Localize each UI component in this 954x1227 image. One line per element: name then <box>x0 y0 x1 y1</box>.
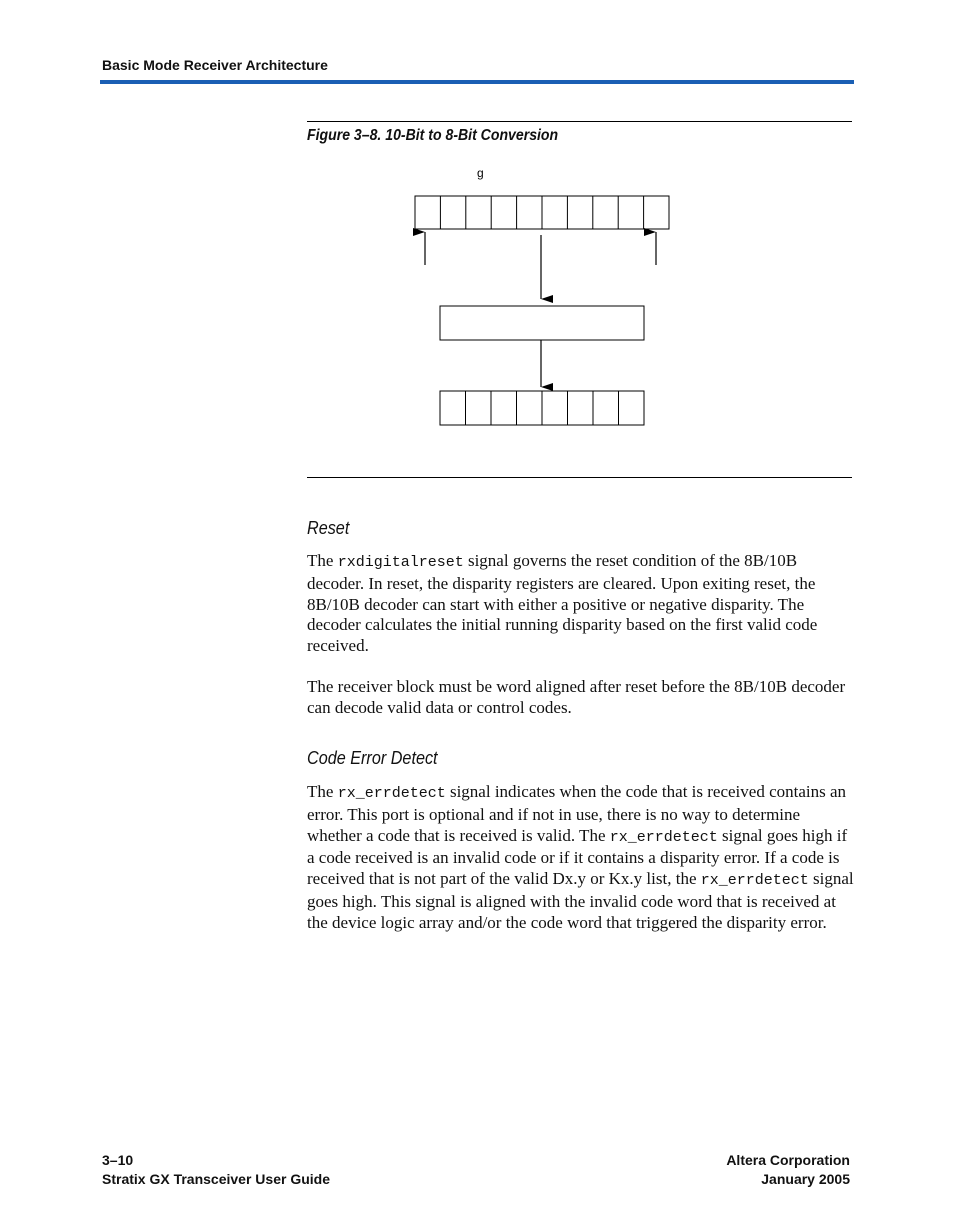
text-run: signal goes high. This signal is aligned with the invalid code word that is received at the device logic array and/or the code word that triggered the disparity error. <box>307 869 854 932</box>
company-name: Altera Corporation <box>726 1152 850 1168</box>
header-rule <box>100 80 854 84</box>
running-header-title: Basic Mode Receiver Architecture <box>102 57 328 73</box>
code-error-paragraph <box>307 782 855 934</box>
text-run: signal governs the reset condition of the 8B/10B decoder. In reset, the disparity registers are cleared. Upon exiting reset, the 8B/10B decoder can start with either a positive or negative disparity. The decoder calculates the initial running disparity based on the first valid code received. <box>307 551 818 656</box>
reset-paragraph-2: The receiver block must be word aligned after reset before the 8B/10B decoder can decode valid data or control codes. <box>307 677 846 717</box>
figure-bottom-rule <box>307 477 852 478</box>
text-run: signal indicates when the code that is received contains an error. This port is optional and if not in use, there is no way to determine whether a code that is received is valid. The <box>307 782 847 845</box>
signal-name-rxdigitalreset: rxdigitalreset <box>337 554 464 571</box>
footer-right <box>726 1151 850 1189</box>
decoder-block <box>440 306 644 340</box>
footer-left <box>102 1151 330 1189</box>
ten-bit-register <box>415 196 669 229</box>
conversion-diagram <box>400 160 690 440</box>
reset-paragraph-1 <box>307 551 855 657</box>
section-heading-code-error-detect: Code Error Detect <box>307 748 438 768</box>
eight-bit-register <box>440 391 644 425</box>
document-title: Stratix GX Transceiver User Guide <box>102 1171 330 1187</box>
signal-name-rx-errdetect: rx_errdetect <box>700 872 809 890</box>
signal-name-rx-errdetect: rx_errdetect <box>609 828 718 846</box>
publication-date: January 2005 <box>761 1171 850 1187</box>
figure-top-label: g <box>477 166 484 180</box>
figure-top-rule <box>307 121 852 122</box>
text-run: The <box>307 551 338 570</box>
text-run: signal goes high if a code received is an invalid code or if it contains a disparity error. If a code is received that is not part of the valid Dx.y or Kx.y list, the <box>307 825 848 889</box>
section-heading-reset: Reset <box>307 518 350 538</box>
figure-caption: Figure 3–8. 10-Bit to 8-Bit Conversion <box>307 127 559 144</box>
page-number: 3–10 <box>102 1152 134 1168</box>
signal-name-rx-errdetect: rx_errdetect <box>337 785 446 802</box>
text-run: The <box>307 782 338 801</box>
